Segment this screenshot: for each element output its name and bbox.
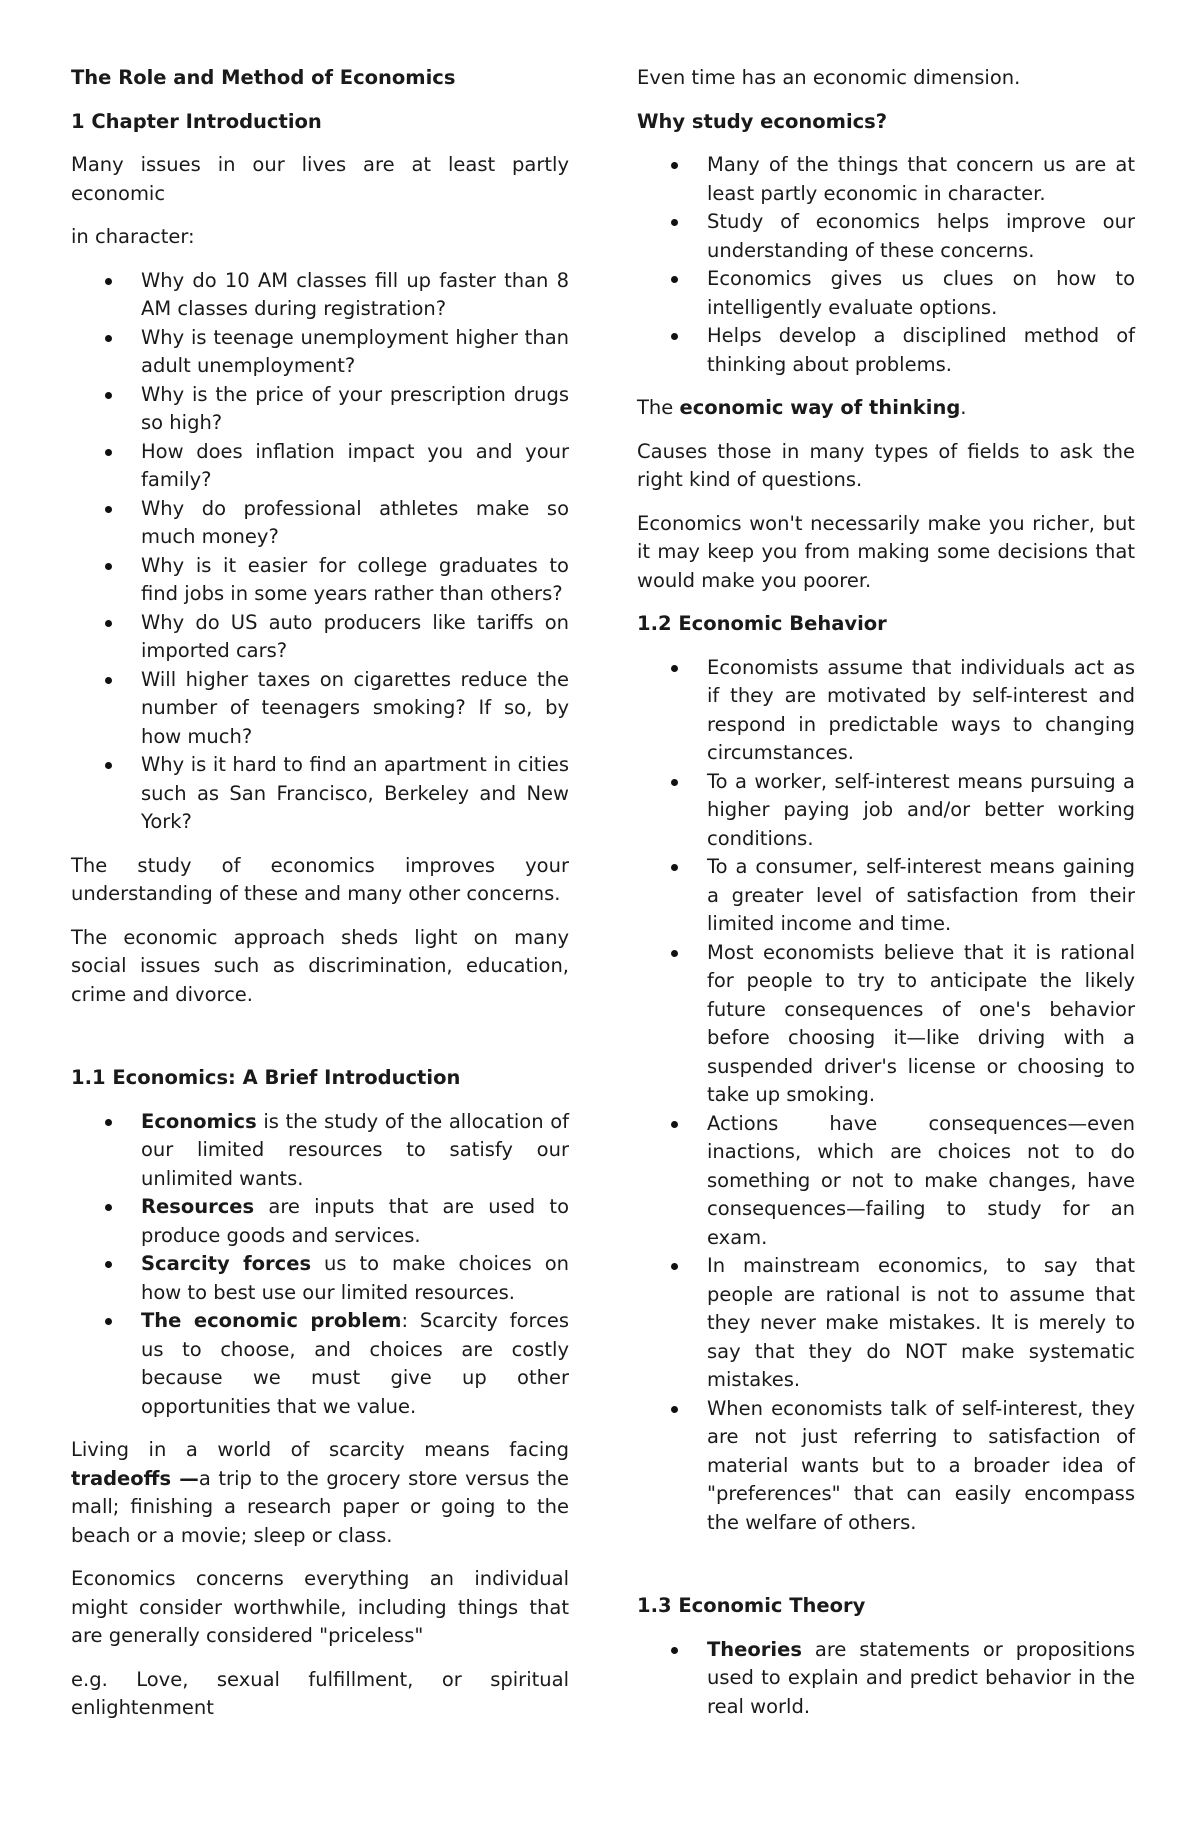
definition-text: are inputs that are used to produce goods and services. <box>141 1195 569 1247</box>
tradeoffs-paragraph <box>71 1436 569 1550</box>
list-item: Will higher taxes on cigarettes reduce the number of teenagers smoking? If so, by how much? <box>71 666 569 752</box>
theory-term: Theories <box>707 1637 802 1661</box>
approach-paragraph: The economic approach sheds light on many social issues such as discrimination, education, crime and divorce. <box>71 925 569 1006</box>
economic-way-lead: The <box>637 396 680 419</box>
list-item: Study of economics helps improve our understanding of these concerns. <box>637 208 1135 265</box>
questions-list <box>71 267 569 837</box>
section-heading-1-2: 1.2 Economic Behavior <box>637 612 887 635</box>
list-item: Economics gives us clues on how to intelligently evaluate options. <box>637 265 1135 322</box>
definition-term: Economics <box>141 1109 257 1133</box>
list-item: In mainstream economics, to say that people are rational is not to assume that they never make mistakes. It is merely to say that they do NOT make systematic mistakes. <box>637 1252 1135 1395</box>
tradeoffs-term: tradeoffs — <box>71 1466 199 1490</box>
priceless-paragraph: Economics concerns everything an individual might consider worthwhile, including things that are generally considered "priceless" <box>71 1567 569 1647</box>
chapter-heading: 1 Chapter Introduction <box>71 109 322 133</box>
economic-way-end: . <box>960 396 967 419</box>
list-item <box>637 1636 1135 1722</box>
study-paragraph: The study of economics improves your understanding of these and many other concerns. <box>71 853 569 905</box>
why-study-heading: Why study economics? <box>637 109 888 133</box>
tradeoffs-examples: a trip to the grocery store versus the mall; finishing a research paper or going to the beach or a movie; sleep or class. <box>71 1466 569 1547</box>
list-item: Why is the price of your prescription drugs so high? <box>71 381 569 438</box>
list-item: To a worker, self-interest means pursuing a higher paying job and/or better working conditions. <box>637 768 1135 854</box>
list-item: How does inflation impact you and your family? <box>71 438 569 495</box>
list-item: To a consumer, self-interest means gaining a greater level of satisfaction from their limited income and time. <box>637 853 1135 939</box>
intro-paragraph-continued: in character: <box>71 225 195 248</box>
richer-paragraph: Economics won't necessarily make you richer, but it may keep you from making some decisions that would make you poorer. <box>637 511 1135 592</box>
causes-paragraph: Causes those in many types of fields to ask the right kind of questions. <box>637 439 1135 491</box>
definition-text: us to make choices on how to best use our limited resources. <box>141 1252 569 1304</box>
definition-term: Resources <box>141 1195 255 1218</box>
list-item: Why is teenage unemployment higher than adult unemployment? <box>71 324 569 381</box>
list-item: Economists assume that individuals act as if they are motivated by self-interest and respond in predictable ways to changing circumstances. <box>637 654 1135 768</box>
section-heading-1-3: 1.3 Economic Theory <box>637 1594 866 1617</box>
definitions-list <box>71 1108 569 1422</box>
list-item: Many of the things that concern us are at least partly economic in character. <box>637 151 1135 208</box>
economic-way-paragraph <box>637 394 1135 423</box>
economic-way-term: economic way of thinking <box>679 396 961 419</box>
tradeoffs-lead: Living in a world of scarcity means facing <box>71 1438 569 1461</box>
why-study-list <box>637 151 1135 379</box>
example-paragraph: e.g. Love, sexual fulfillment, or spiritual enlightenment <box>71 1667 569 1719</box>
definition-term: The economic problem <box>141 1309 402 1332</box>
list-item <box>71 1250 569 1307</box>
intro-paragraph: Many issues in our lives are at least partly economic <box>71 153 569 205</box>
list-item <box>71 1307 569 1421</box>
section-heading-1-1: 1.1 Economics: A Brief Introduction <box>71 1066 461 1089</box>
theory-text: are statements or propositions used to explain and predict behavior in the real world. <box>707 1637 1135 1718</box>
list-item: Why is it hard to find an apartment in cities such as San Francisco, Berkeley and New York? <box>71 751 569 837</box>
list-item: Why do US auto producers like tariffs on imported cars? <box>71 609 569 666</box>
list-item: Why do 10 AM classes fill up faster than 8 AM classes during registration? <box>71 267 569 324</box>
right-column <box>637 64 1135 1736</box>
theory-list <box>637 1636 1135 1722</box>
list-item: Most economists believe that it is rational for people to try to anticipate the likely future consequences of one's behavior before choosing it—like driving with a suspended driver's license or choosing to take up smoking. <box>637 939 1135 1110</box>
list-item: Why is it easier for college graduates to find jobs in some years rather than others? <box>71 552 569 609</box>
time-paragraph: Even time has an economic dimension. <box>637 66 1021 89</box>
definition-text: : Scarcity forces us to choose, and choices are costly because we must give up other opportunities that we value. <box>141 1309 569 1418</box>
spacer <box>637 1552 1135 1592</box>
left-column <box>71 64 569 1738</box>
list-item: When economists talk of self-interest, they are not just referring to satisfaction of material wants but to a broader idea of "preferences" that can easily encompass the welfare of others. <box>637 1395 1135 1538</box>
list-item: Actions have consequences—even inactions, which are choices not to do something or not to make changes, have consequences—failing to study for an exam. <box>637 1110 1135 1253</box>
behavior-list <box>637 654 1135 1538</box>
list-item: Helps develop a disciplined method of thinking about problems. <box>637 322 1135 379</box>
list-item <box>71 1108 569 1194</box>
document-title: The Role and Method of Economics <box>71 66 456 89</box>
spacer <box>71 1024 569 1064</box>
list-item <box>71 1193 569 1250</box>
list-item: Why do professional athletes make so much money? <box>71 495 569 552</box>
definition-text: is the study of the allocation of our limited resources to satisfy our unlimited wants. <box>141 1109 569 1190</box>
definition-term: Scarcity forces <box>141 1252 312 1275</box>
